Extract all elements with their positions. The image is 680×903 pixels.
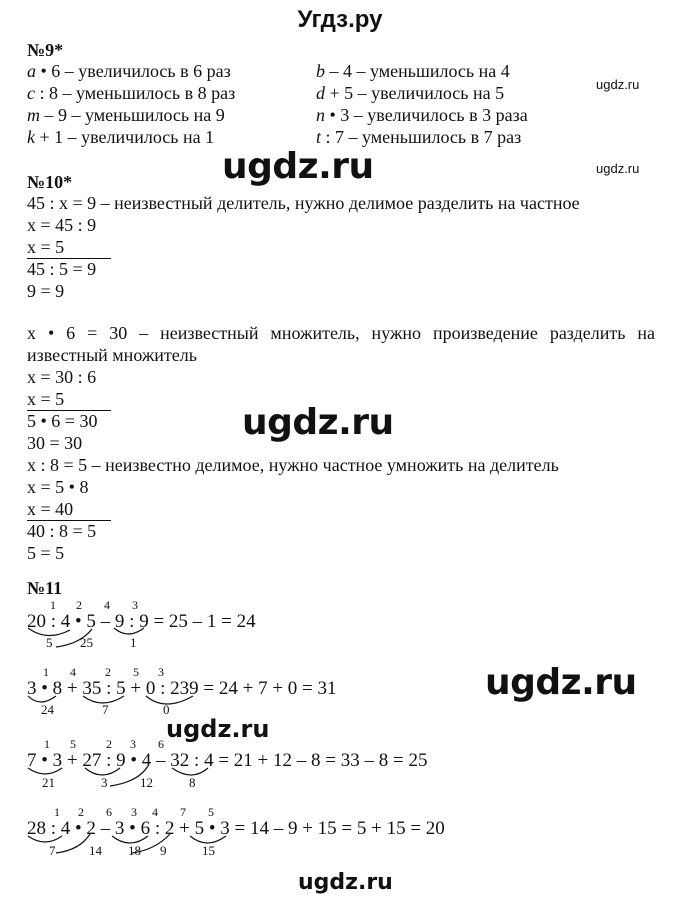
intermediate-result: 12 bbox=[140, 775, 153, 790]
order-number: 1 bbox=[50, 598, 56, 612]
task9-item: m – 9 – уменьшилось на 9 bbox=[27, 105, 225, 125]
task9-item: n • 3 – увеличилось в 3 раза bbox=[316, 105, 528, 125]
task9-item: t : 7 – уменьшилось в 7 раз bbox=[316, 127, 522, 147]
order-number: 2 bbox=[106, 737, 112, 751]
equation-answer: x = 40 bbox=[27, 498, 111, 521]
site-title: Угдз.ру bbox=[297, 6, 383, 33]
equation-check-result: 30 = 30 bbox=[27, 433, 83, 453]
equation-step: x = 30 : 6 bbox=[27, 367, 97, 387]
watermark-small: ugdz.ru bbox=[596, 77, 640, 92]
intermediate-result: 5 bbox=[46, 635, 53, 650]
watermark-big: ugdz.ru bbox=[485, 662, 637, 703]
equation-check: 45 : 5 = 9 bbox=[27, 259, 97, 279]
order-number: 5 bbox=[70, 737, 76, 751]
order-number: 7 bbox=[180, 805, 186, 819]
order-number: 5 bbox=[208, 805, 214, 819]
order-number: 3 bbox=[132, 598, 138, 612]
order-number: 6 bbox=[158, 737, 164, 751]
order-number: 4 bbox=[152, 805, 158, 819]
order-number: 5 bbox=[133, 665, 139, 679]
intermediate-result: 24 bbox=[41, 702, 54, 717]
watermark-mid: ugdz.ru bbox=[166, 715, 270, 743]
task9-heading: №9* bbox=[27, 40, 64, 60]
intermediate-result: 0 bbox=[163, 702, 170, 717]
order-number: 3 bbox=[130, 737, 136, 751]
order-number: 3 bbox=[131, 805, 137, 819]
order-number: 2 bbox=[105, 665, 111, 679]
equation-step: x = 5 • 8 bbox=[27, 477, 89, 497]
task9-item: d + 5 – увеличилось на 5 bbox=[316, 83, 505, 103]
equation-answer: x = 5 bbox=[27, 388, 111, 411]
watermark-footer: ugdz.ru bbox=[298, 870, 393, 895]
intermediate-result: 25 bbox=[80, 635, 93, 650]
expression: 20 : 4 • 5 – 9 : 9 = 25 – 1 = 24 bbox=[27, 611, 256, 632]
watermark-small: ugdz.ru bbox=[596, 161, 640, 176]
intermediate-result: 9 bbox=[160, 843, 167, 858]
task9-item: k + 1 – увеличилось на 1 bbox=[27, 127, 215, 147]
expression: 3 • 8 + 35 : 5 + 0 : 239 = 24 + 7 + 0 = 31 bbox=[27, 678, 337, 699]
order-number: 3 bbox=[158, 665, 164, 679]
intermediate-result: 3 bbox=[101, 775, 108, 790]
equation-check-result: 9 = 9 bbox=[27, 281, 65, 301]
equation-statement: x • 6 = 30 – неизвестный множитель, нужно произведение разделить на bbox=[27, 323, 655, 343]
equation-answer: x = 5 bbox=[27, 236, 111, 259]
task9-item: c : 8 – уменьшилось в 8 раз bbox=[27, 83, 236, 103]
task10-heading: №10* bbox=[27, 172, 73, 192]
order-number: 1 bbox=[44, 737, 50, 751]
intermediate-result: 18 bbox=[128, 843, 141, 858]
intermediate-result: 21 bbox=[42, 775, 55, 790]
order-number: 4 bbox=[104, 598, 110, 612]
order-number: 2 bbox=[78, 805, 84, 819]
intermediate-result: 7 bbox=[102, 702, 109, 717]
equation-statement: x : 8 = 5 – неизвестно делимое, нужно частное умножить на делитель bbox=[27, 455, 559, 475]
intermediate-result: 15 bbox=[202, 843, 215, 858]
watermark-big: ugdz.ru bbox=[222, 146, 374, 187]
order-number: 4 bbox=[70, 665, 76, 679]
expression: 28 : 4 • 2 – 3 • 6 : 2 + 5 • 3 = 14 – 9 + 15 = 5 + 15 = 20 bbox=[27, 818, 445, 839]
expression: 7 • 3 + 27 : 9 • 4 – 32 : 4 = 21 + 12 – 8 = 33 – 8 = 25 bbox=[27, 750, 428, 771]
equation-step: x = 45 : 9 bbox=[27, 215, 97, 235]
intermediate-result: 1 bbox=[130, 635, 137, 650]
task9-item: a • 6 – увеличилось в 6 раз bbox=[27, 61, 231, 81]
intermediate-result: 14 bbox=[89, 843, 102, 858]
intermediate-result: 8 bbox=[189, 775, 196, 790]
equation-statement: 45 : x = 9 – неизвестный делитель, нужно делимое разделить на частное bbox=[27, 193, 580, 213]
task11-heading: №11 bbox=[27, 578, 63, 598]
equation-check-result: 5 = 5 bbox=[27, 543, 65, 563]
order-number: 2 bbox=[76, 598, 82, 612]
intermediate-result: 7 bbox=[49, 843, 56, 858]
watermark-big: ugdz.ru bbox=[242, 402, 394, 443]
order-number: 6 bbox=[106, 805, 112, 819]
equation-check: 5 • 6 = 30 bbox=[27, 411, 98, 431]
equation-statement-cont: известный множитель bbox=[27, 345, 197, 365]
equation-check: 40 : 8 = 5 bbox=[27, 521, 97, 541]
task9-item: b – 4 – уменьшилось на 4 bbox=[316, 61, 510, 81]
order-number: 1 bbox=[54, 805, 60, 819]
order-number: 1 bbox=[43, 665, 49, 679]
